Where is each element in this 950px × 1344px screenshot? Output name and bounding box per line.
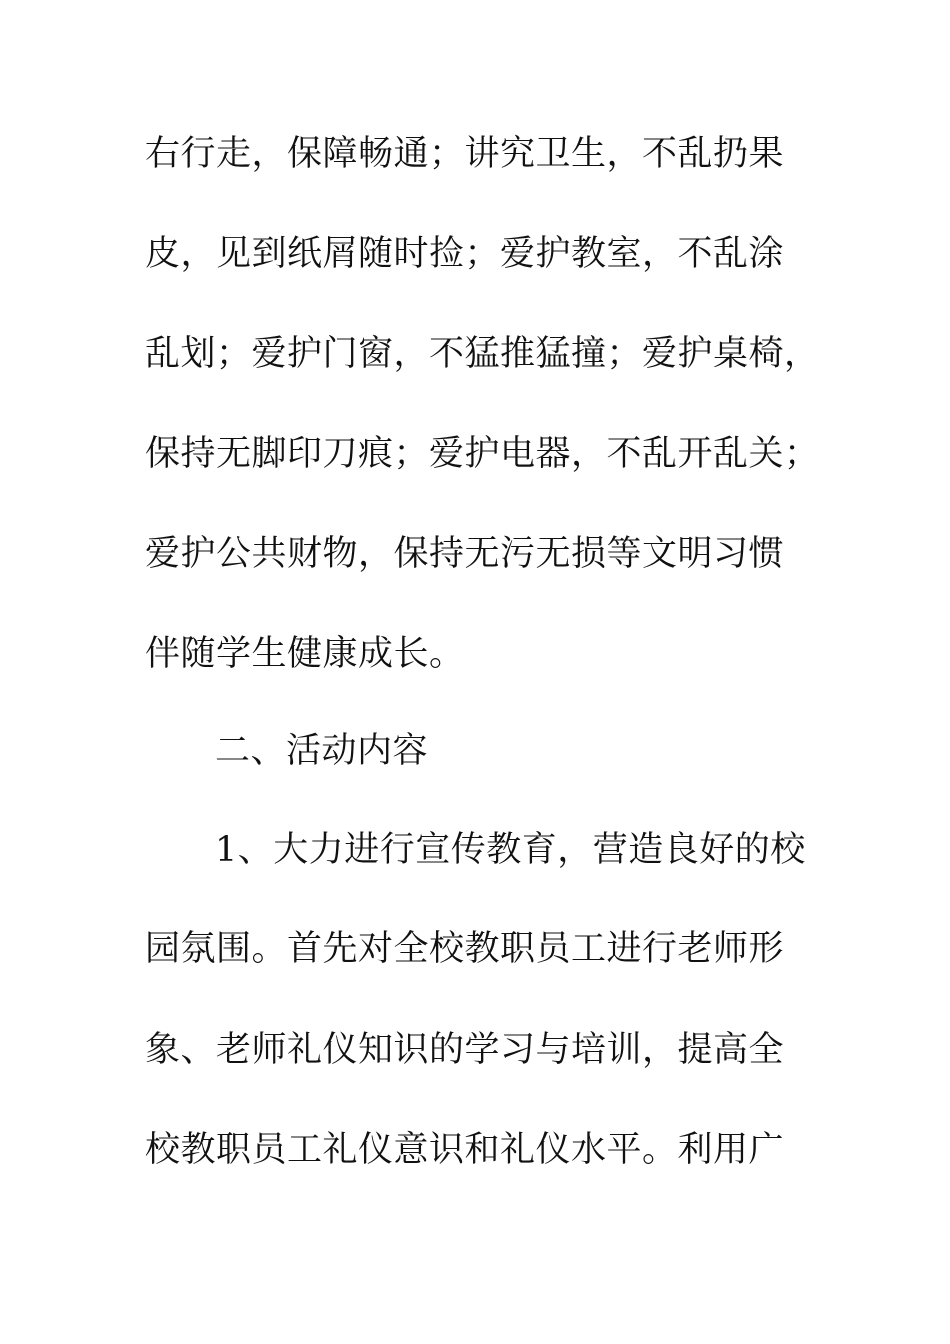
text-line: 右行走，保障畅通；讲究卫生，不乱扔果	[145, 134, 785, 174]
text-line: 1、大力进行宣传教育，营造良好的校	[215, 830, 806, 870]
text-line: 园氛围。首先对全校教职员工进行老师形	[145, 929, 785, 969]
text-line: 保持无脚印刀痕；爱护电器，不乱开乱关；	[145, 434, 820, 474]
text-line: 象、老师礼仪知识的学习与培训，提高全	[145, 1030, 785, 1070]
text-line: 爱护公共财物，保持无污无损等文明习惯	[145, 534, 785, 574]
section-heading: 二、活动内容	[215, 731, 429, 771]
text-line: 伴随学生健康成长。	[145, 634, 465, 674]
text-line: 皮，见到纸屑随时捡；爱护教室，不乱涂	[145, 234, 785, 274]
text-line: 乱划；爱护门窗，不猛推猛撞；爱护桌椅，	[145, 334, 820, 374]
text-line: 校教职员工礼仪意识和礼仪水平。利用广	[145, 1130, 785, 1170]
